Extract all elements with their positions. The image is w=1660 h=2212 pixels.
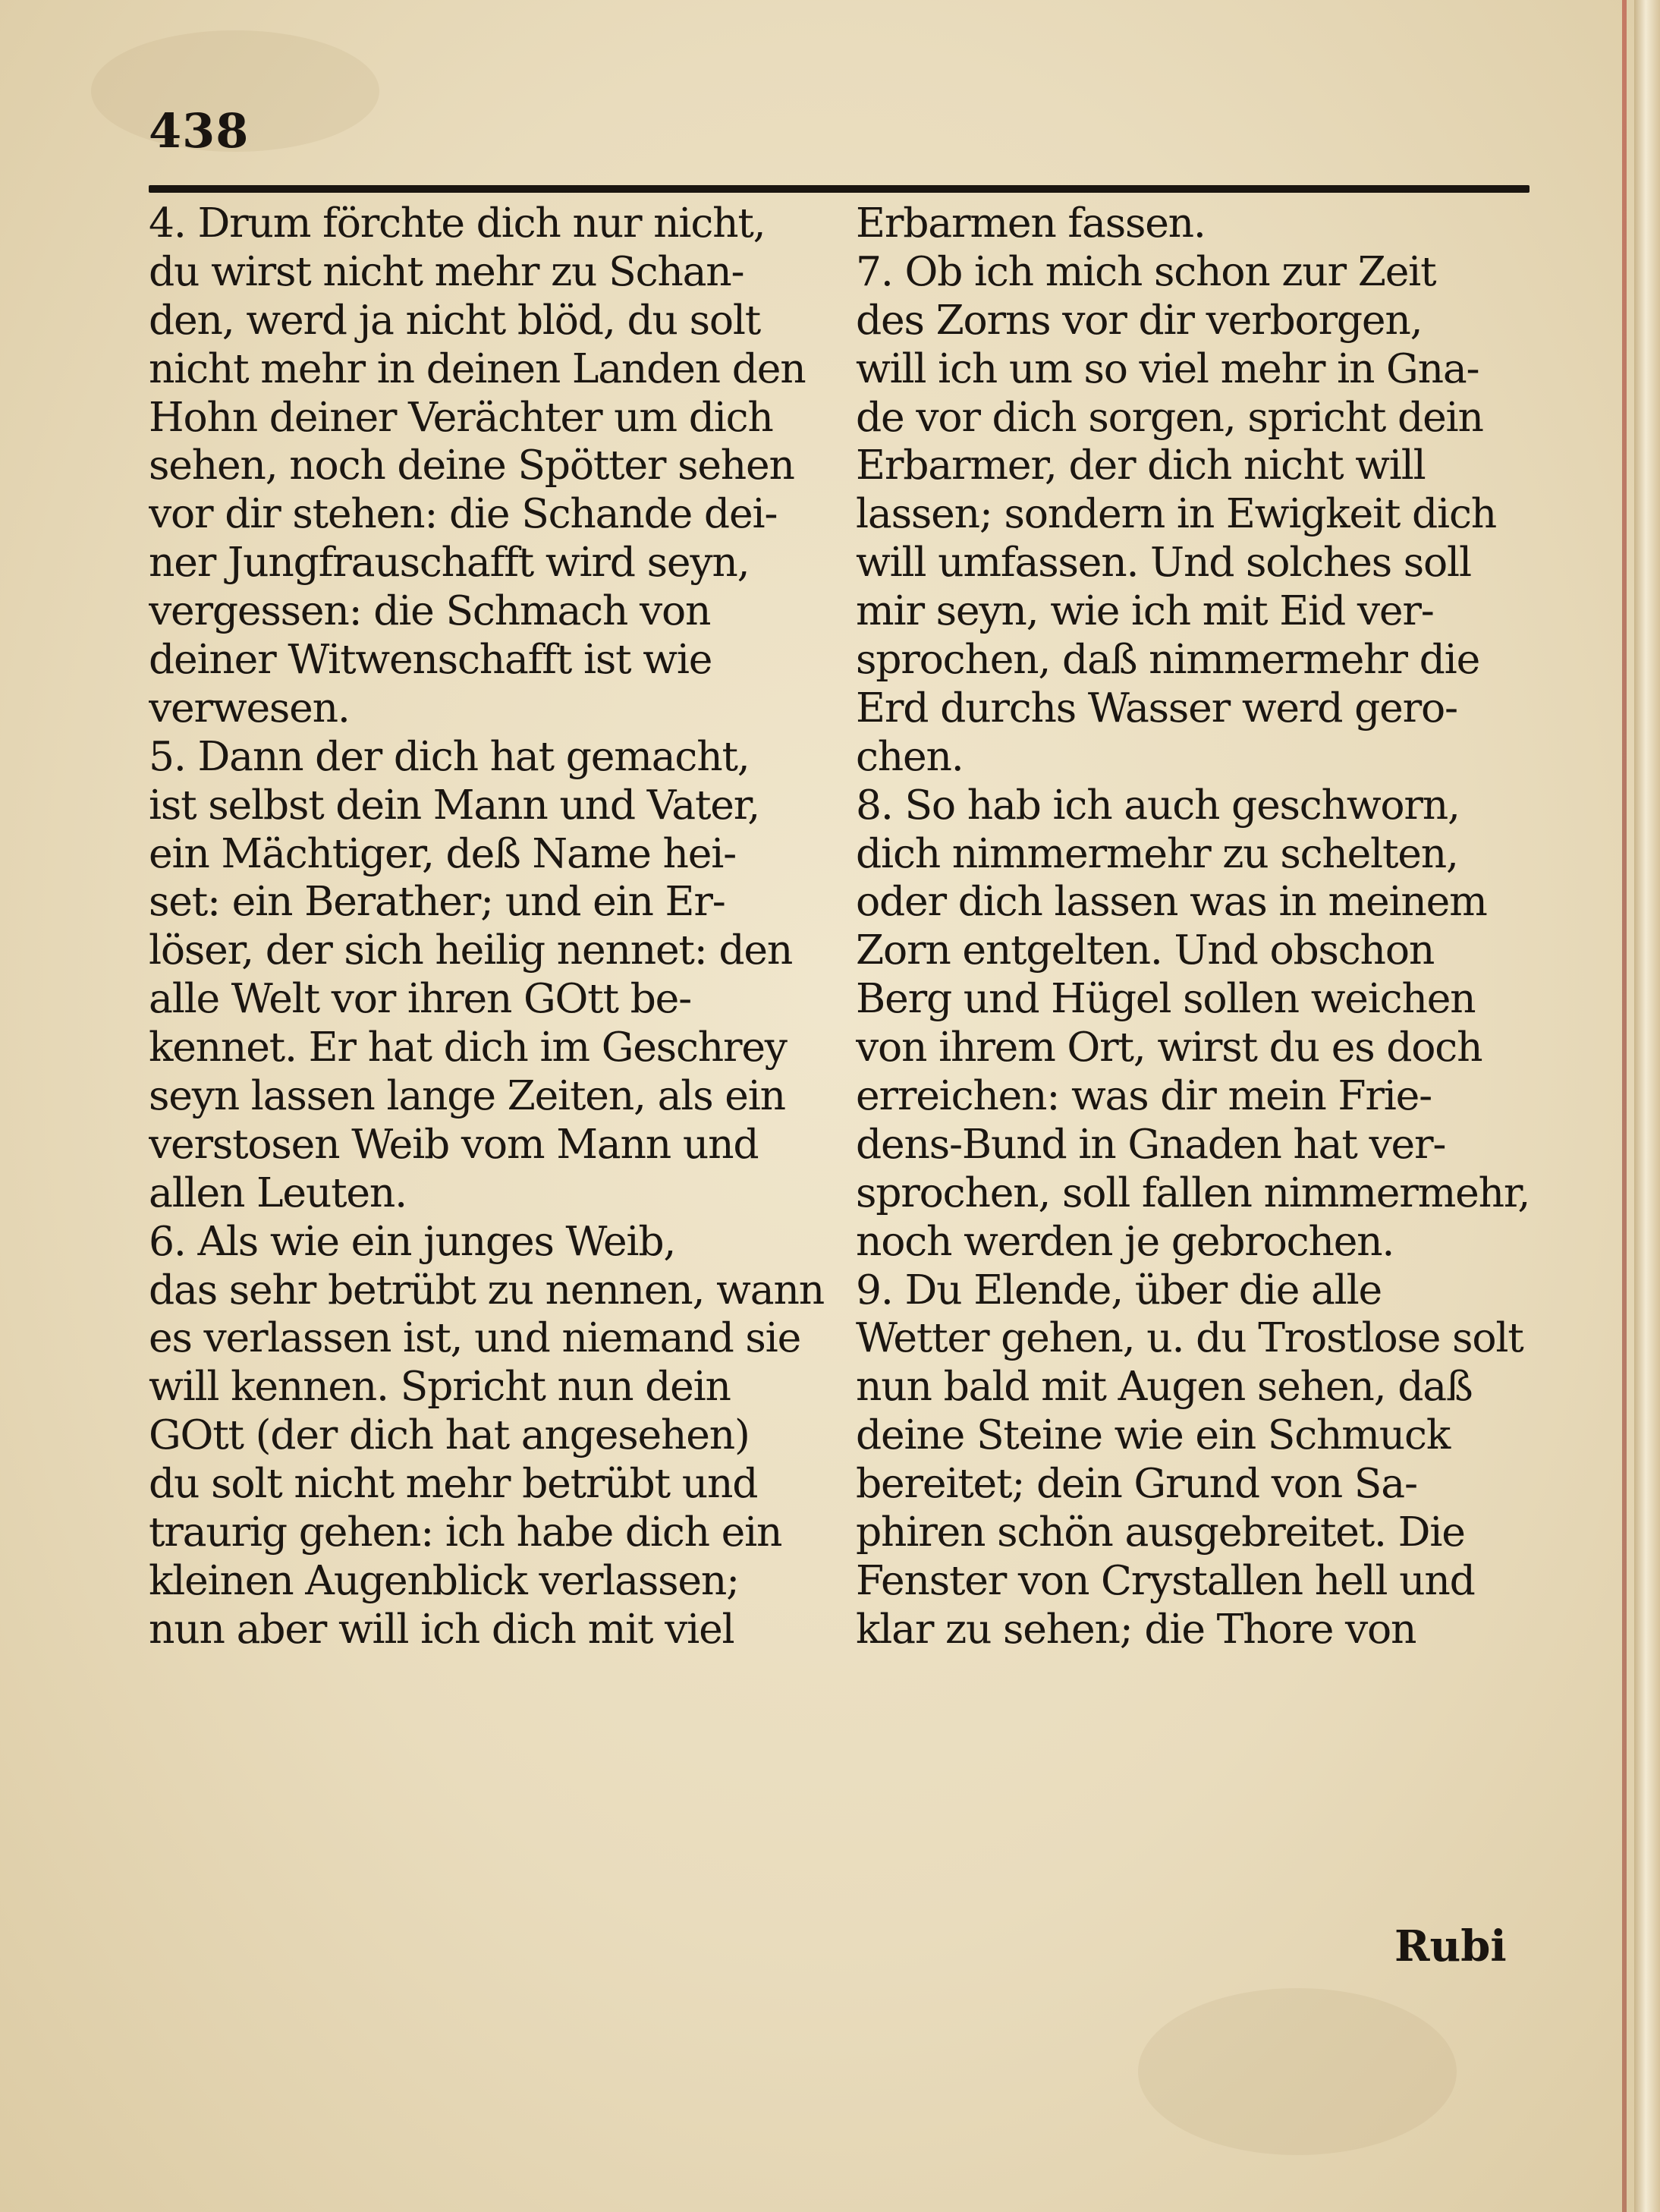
- text-line: ner Jungfrauschafft wird seyn,: [149, 538, 750, 587]
- text-line: set: ein Berather; und ein Er-: [149, 877, 725, 926]
- text-line: dich nimmermehr zu schelten,: [856, 829, 1458, 877]
- text-line: Berg und Hügel sollen weichen: [856, 974, 1476, 1023]
- text-line: 5. Dann der dich hat gemacht,: [149, 732, 750, 780]
- catchword: Rubi: [1394, 1921, 1507, 1971]
- text-line: sprochen, daß nimmermehr die: [856, 635, 1480, 684]
- text-line: de vor dich sorgen, spricht dein: [856, 392, 1483, 441]
- text-line: nun bald mit Augen sehen, daß: [856, 1362, 1473, 1411]
- header-rule: [149, 185, 1530, 193]
- text-line: traurig gehen: ich habe dich ein: [149, 1508, 782, 1556]
- page-number: 438: [149, 103, 250, 159]
- text-line: von ihrem Ort, wirst du es doch: [856, 1023, 1482, 1071]
- text-line: deiner Witwenschafft ist wie: [149, 635, 712, 684]
- text-line: GOtt (der dich hat angesehen): [149, 1411, 750, 1459]
- text-line: vor dir stehen: die Schande dei-: [149, 489, 778, 538]
- text-line: sehen, noch deine Spötter sehen: [149, 441, 794, 489]
- text-line: 8. So hab ich auch geschworn,: [856, 780, 1460, 829]
- text-line: verstosen Weib vom Mann und: [149, 1119, 759, 1168]
- text-line: den, werd ja nicht blöd, du solt: [149, 295, 761, 344]
- text-line: Erd durchs Wasser werd gero-: [856, 683, 1457, 732]
- text-column-left: [149, 199, 832, 1653]
- text-line: noch werden je gebrochen.: [856, 1216, 1394, 1265]
- text-line: ein Mächtiger, deß Name hei-: [149, 829, 737, 877]
- text-line: es verlassen ist, und niemand sie: [149, 1314, 801, 1362]
- text-line: Zorn entgelten. Und obschon: [856, 926, 1435, 974]
- text-line: Wetter gehen, u. du Trostlose solt: [856, 1314, 1523, 1362]
- page-edge: [1634, 0, 1660, 2212]
- page-edge-mark: [1622, 0, 1627, 2212]
- text-line: erreichen: was dir mein Frie-: [856, 1071, 1432, 1120]
- text-line: 7. Ob ich mich schon zur Zeit: [856, 247, 1436, 295]
- text-line: mir seyn, wie ich mit Eid ver-: [856, 587, 1434, 635]
- text-line: nicht mehr in deinen Landen den: [149, 344, 806, 392]
- text-line: sprochen, soll fallen nimmermehr,: [856, 1168, 1530, 1216]
- text-line: Erbarmen fassen.: [856, 199, 1206, 247]
- text-line: Fenster von Crystallen hell und: [856, 1556, 1475, 1604]
- text-line: verwesen.: [149, 683, 350, 732]
- text-line: nun aber will ich dich mit viel: [149, 1604, 734, 1653]
- text-column-right: [856, 199, 1539, 1653]
- text-line: 9. Du Elende, über die alle: [856, 1265, 1382, 1314]
- text-line: alle Welt vor ihren GOtt be-: [149, 974, 691, 1023]
- text-line: 6. Als wie ein junges Weib,: [149, 1216, 676, 1265]
- text-line: des Zorns vor dir verborgen,: [856, 295, 1423, 344]
- text-line: will ich um so viel mehr in Gna-: [856, 344, 1479, 392]
- text-line: du solt nicht mehr betrübt und: [149, 1459, 758, 1508]
- text-line: kleinen Augenblick verlassen;: [149, 1556, 739, 1604]
- text-line: will kennen. Spricht nun dein: [149, 1362, 731, 1411]
- text-line: klar zu sehen; die Thore von: [856, 1604, 1416, 1653]
- text-line: du wirst nicht mehr zu Schan-: [149, 247, 744, 295]
- text-line: bereitet; dein Grund von Sa-: [856, 1459, 1417, 1508]
- text-line: deine Steine wie ein Schmuck: [856, 1411, 1451, 1459]
- text-line: seyn lassen lange Zeiten, als ein: [149, 1071, 785, 1120]
- text-line: will umfassen. Und solches soll: [856, 538, 1471, 587]
- text-line: Hohn deiner Verächter um dich: [149, 392, 773, 441]
- text-line: kennet. Er hat dich im Geschrey: [149, 1023, 787, 1071]
- text-line: das sehr betrübt zu nennen, wann: [149, 1265, 824, 1314]
- text-line: dens-Bund in Gnaden hat ver-: [856, 1119, 1446, 1168]
- text-line: oder dich lassen was in meinem: [856, 877, 1487, 926]
- text-line: vergessen: die Schmach von: [149, 587, 711, 635]
- text-line: allen Leuten.: [149, 1168, 407, 1216]
- text-line: chen.: [856, 732, 964, 780]
- text-line: 4. Drum förchte dich nur nicht,: [149, 199, 766, 247]
- text-line: lassen; sondern in Ewigkeit dich: [856, 489, 1496, 538]
- text-line: phiren schön ausgebreitet. Die: [856, 1508, 1465, 1556]
- text-line: löser, der sich heilig nennet: den: [149, 926, 793, 974]
- text-line: Erbarmer, der dich nicht will: [856, 441, 1426, 489]
- paper-stain: [1138, 1988, 1457, 2155]
- text-line: ist selbst dein Mann und Vater,: [149, 780, 760, 829]
